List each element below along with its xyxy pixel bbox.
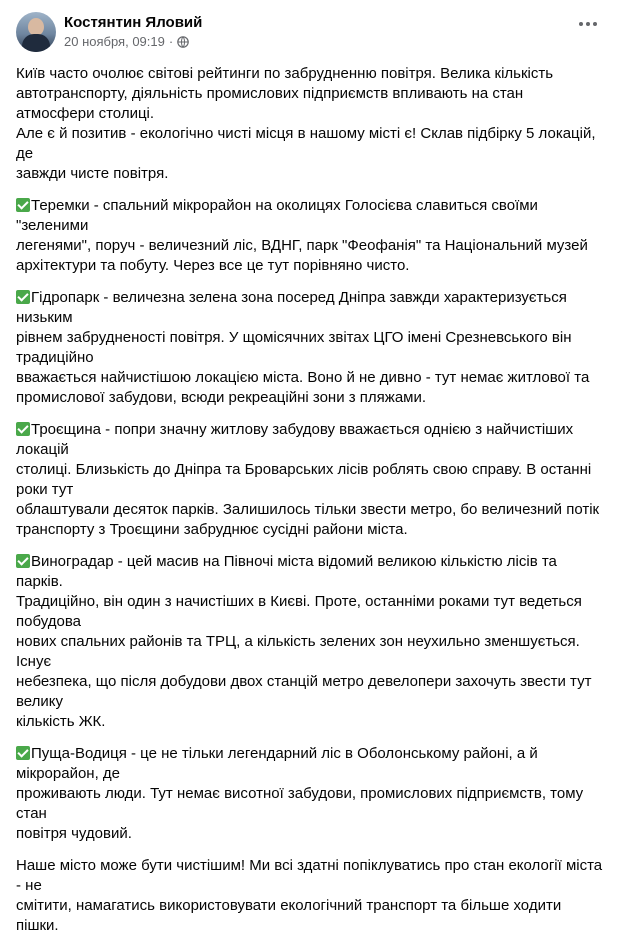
paragraph-text: Троєщина - попри значну житлову забудову вважається однією з найчистіших локацій столиці. Близькість до Дніпра та Броварських лісів роблять свою справу. В останні роки тут облаштували десяток парків. Залишилось тільки звести метро, бо величезний потік транспорту з Троєщини забруднює сусідні райони міста. bbox=[16, 421, 600, 538]
post-paragraph bbox=[16, 744, 604, 844]
post-paragraph bbox=[16, 552, 604, 732]
paragraph-text: Наше місто може бути чистішим! Ми всі здатні попіклуватись про стан екології міста - не смітити, намагатись використовувати екологічний транспорт та більше ходити пішки. bbox=[16, 857, 603, 934]
post-text bbox=[16, 64, 604, 936]
green-check-mark-icon bbox=[16, 554, 30, 568]
more-horizontal-icon-dot bbox=[579, 22, 583, 26]
green-check-mark-icon bbox=[16, 422, 30, 436]
more-options-button[interactable] bbox=[572, 12, 604, 36]
post-paragraph bbox=[16, 196, 604, 276]
post-paragraph bbox=[16, 288, 604, 408]
avatar-body-shape bbox=[22, 34, 50, 52]
paragraph-text: Київ часто очолює світові рейтинги по забрудненню повітря. Велика кількість автотранспорту, діяльність промислових підприємств впливають на стан атмосфери столиці. Але є й позитив - екологічно чисті місця в нашому місті є! Склав підбірку 5 локацій, де завжди чисте повітря. bbox=[16, 65, 596, 182]
post-meta bbox=[64, 12, 202, 50]
more-horizontal-icon-dot bbox=[586, 22, 590, 26]
post-paragraph bbox=[16, 856, 604, 936]
paragraph-text: Пуща-Водиця - це не тільки легендарний ліс в Оболонському районі, а й мікрорайон, де проживають люди. Тут немає висотної забудови, промислових підприємств, тому стан повітря чудовий. bbox=[16, 745, 584, 842]
post-timestamp[interactable]: 20 ноября, 09:19 bbox=[64, 34, 165, 49]
green-check-mark-icon bbox=[16, 746, 30, 760]
dot-separator: · bbox=[168, 34, 174, 49]
post-subline bbox=[64, 33, 202, 50]
green-check-mark-icon bbox=[16, 198, 30, 212]
paragraph-text: Гідропарк - величезна зелена зона посеред Дніпра завжди характеризується низьким рівнем забрудненості повітря. У щомісячних звітах ЦГО імені Срезневського він традиційно вважається найчистішою локацією міста. Воно й не дивно - тут немає житлової та промислової забудови, всюди рекреаційні зони з пляжами. bbox=[16, 289, 590, 406]
author-name[interactable]: Костянтин Яловий bbox=[64, 14, 203, 31]
globe-icon[interactable] bbox=[177, 36, 189, 48]
more-horizontal-icon-dot bbox=[593, 22, 597, 26]
post-header bbox=[16, 12, 604, 52]
post-paragraph bbox=[16, 420, 604, 540]
paragraph-text: Теремки - спальний мікрорайон на околицях Голосієва славиться своїми "зеленими легенями", поруч - величезний ліс, ВДНГ, парк "Феофанія" та Національний музей архітектури та побуту. Через все це тут порівняно чисто. bbox=[16, 197, 588, 274]
author-avatar[interactable] bbox=[16, 12, 56, 52]
paragraph-text: Виноградар - цей масив на Півночі міста відомий великою кількістю лісів та парків. Традиційно, він один з начистіших в Києві. Проте, останніми роками тут ведеться побудова нових спальних районів та ТРЦ, а кількість зелених зон неухильно зменшується. Існує небезпека, що після добудови двох станцій метро девелопери захочуть звести тут велику кількість ЖК. bbox=[16, 553, 592, 730]
post-paragraph bbox=[16, 64, 604, 184]
green-check-mark-icon bbox=[16, 290, 30, 304]
